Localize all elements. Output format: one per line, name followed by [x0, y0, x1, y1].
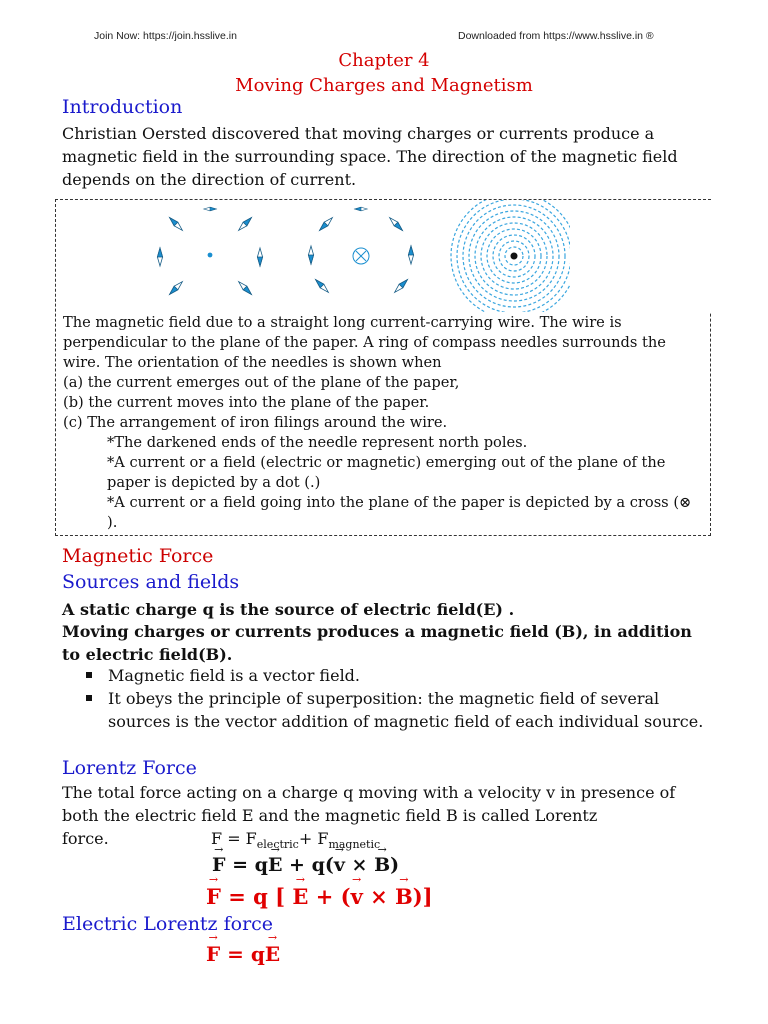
lorentz-definition: The total force acting on a charge q moving with a velocity v in presence of both the electric field E and the magnetic field B is called Lorentz	[62, 783, 676, 825]
caption-line: (b) the current moves into the plane of the paper.	[63, 394, 430, 411]
electric-lorentz-equation: → F = q→ E	[206, 942, 280, 966]
moving-charges-text: Moving charges or currents produces a magnetic field (B), in addition to electric field(B).	[62, 622, 692, 664]
force-sum-equation: $F = F_{electric}+ F_{magnetic}$	[211, 829, 381, 852]
caption-line: The magnetic field due to a straight long current-carrying wire. The wire is perpendicular to the plane of the paper. A ring of compass needles surrounds the wire. The orientation of the needles is shown when	[63, 314, 666, 371]
lorentz-equation: → F = q→ E + q(→ v × → B)	[212, 854, 399, 876]
lorentz-definition-end: force.	[62, 829, 109, 848]
caption-line: (a) the current emerges out of the plane of the paper,	[63, 374, 460, 391]
list-item: It obeys the principle of superposition: the magnetic field of several sources is the vector addition of magnetic field of each individual source.	[84, 687, 714, 733]
introduction-heading: Introduction	[62, 96, 183, 118]
electric-lorentz-heading: Electric Lorentz force	[62, 913, 274, 935]
chapter-number: Chapter 4	[338, 50, 430, 71]
caption-note: *A current or a field going into the plane of the paper is depicted by a cross (⊗ ).	[107, 494, 692, 531]
introduction-text: Christian Oersted discovered that moving charges or currents produce a magnetic field in the surrounding space. The direction of the magnetic field depends on the direction of current.	[62, 124, 678, 189]
caption-note: *A current or a field (electric or magnetic) emerging out of the plane of the paper is depicted by a dot (.)	[107, 454, 666, 491]
caption-note: *The darkened ends of the needle represent north poles.	[107, 434, 528, 451]
bullet-square-icon	[86, 672, 92, 678]
figure-caption	[63, 313, 703, 533]
figure-box	[55, 199, 711, 536]
chapter-title	[0, 48, 768, 98]
lorentz-equation-factored: → F = q [ → E + (→ v × → B)]	[206, 884, 433, 909]
magnetic-force-heading: Magnetic Force	[62, 545, 214, 567]
list-item: Magnetic field is a vector field.	[84, 664, 714, 687]
field-properties-list	[84, 664, 714, 733]
page-header	[0, 30, 768, 46]
download-link[interactable]: Downloaded from https://www.hsslive.in ®	[458, 30, 654, 42]
bullet-square-icon	[86, 695, 92, 701]
sources-fields-heading: Sources and fields	[62, 571, 240, 593]
join-link[interactable]: Join Now: https://join.hsslive.in	[94, 30, 237, 42]
static-charge-text: A static charge q is the source of electric field(E) .	[62, 600, 515, 619]
chapter-name: Moving Charges and Magnetism	[235, 75, 533, 96]
lorentz-force-heading: Lorentz Force	[62, 757, 197, 779]
caption-line: (c) The arrangement of iron filings around the wire.	[63, 414, 448, 431]
